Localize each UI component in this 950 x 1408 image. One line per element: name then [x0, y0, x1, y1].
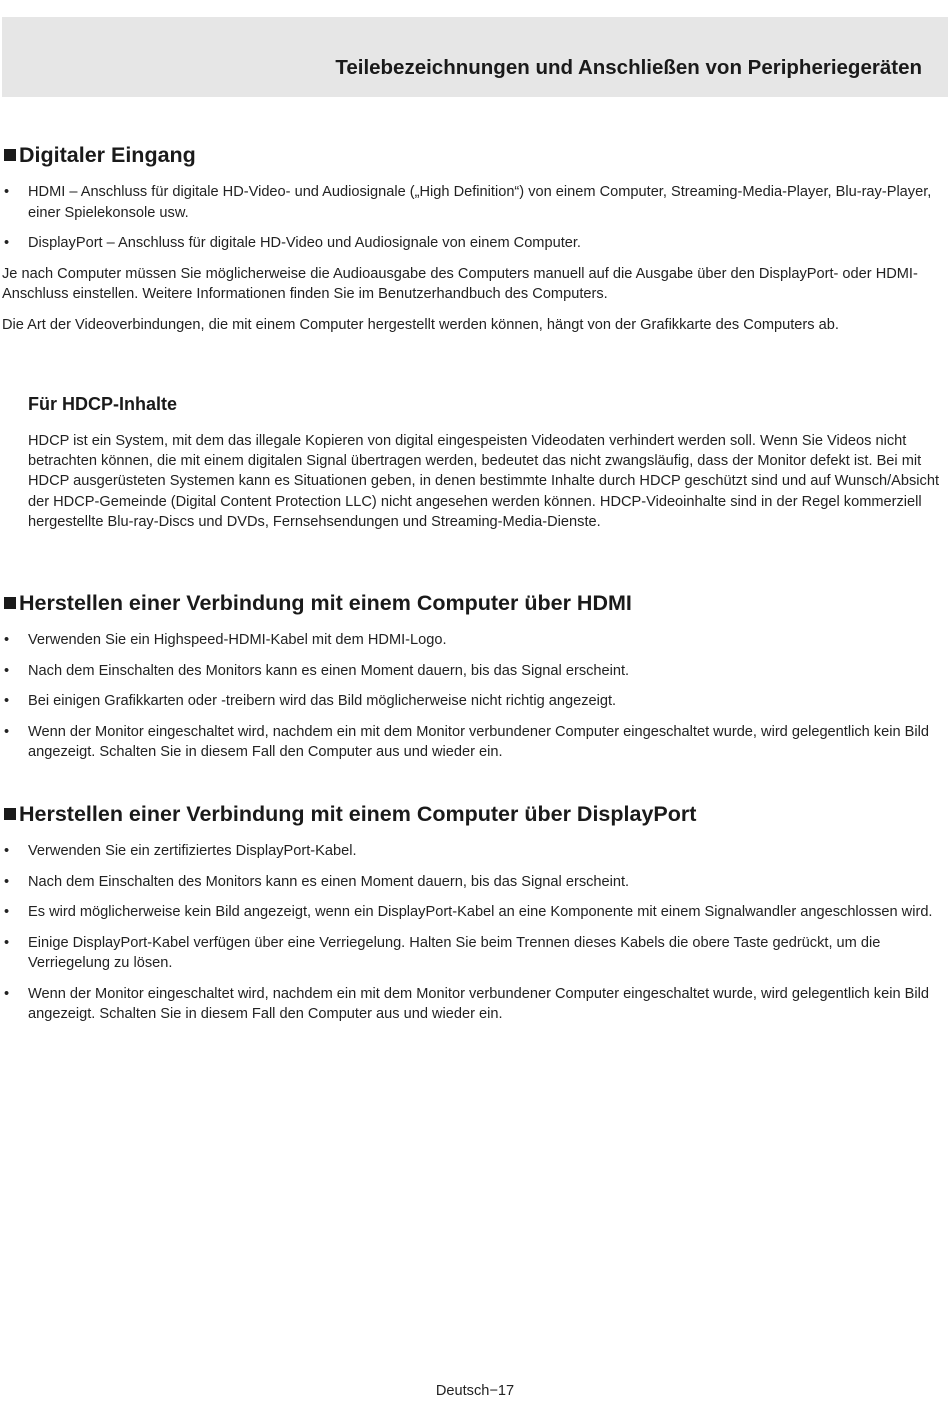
section-hdmi [0, 589, 950, 773]
list-item: • Wenn der Monitor eingeschaltet wird, nachdem ein mit dem Monitor verbundener Computer eingeschaltet wurde, wird gelegentlich kein Bild angezeigt. Schalten Sie in diesem Fall den Computer aus und wieder ein. [4, 723, 929, 760]
bullet-dot-icon: • [4, 662, 10, 679]
square-bullet-icon [4, 597, 16, 609]
subsection-heading-hdcp: Für HDCP-Inhalte [28, 394, 178, 414]
section-heading-digital [0, 141, 950, 169]
square-bullet-icon [4, 808, 16, 820]
section-hdcp [0, 392, 950, 532]
section-displayport [0, 800, 950, 1035]
list-item: • Wenn der Monitor eingeschaltet wird, nachdem ein mit dem Monitor verbundener Computer eingeschaltet wurde, wird gelegentlich kein Bild angezeigt. Schalten Sie in diesem Fall den Computer aus und wieder ein. [4, 985, 929, 1022]
section-heading-text: Herstellen einer Verbindung mit einem Computer über HDMI [19, 591, 632, 615]
list-item: • Verwenden Sie ein zertifiziertes DisplayPort-Kabel. [0, 841, 950, 862]
list-item: • Bei einigen Grafikkarten oder -treibern wird das Bild möglicherweise nicht richtig angezeigt. [0, 691, 950, 712]
bullet-dot-icon: • [4, 184, 10, 200]
section-heading-text: Digitaler Eingang [19, 143, 196, 167]
bullet-dot-icon: • [4, 235, 10, 251]
bullet-dot-icon: • [4, 723, 10, 740]
bullet-dot-icon: • [4, 985, 10, 1002]
list-item: • Einige DisplayPort-Kabel verfügen über eine Verriegelung. Halten Sie beim Trennen dieses Kabels die obere Taste gedrückt, um die Verriegelung zu lösen. [4, 934, 881, 971]
list-item: • DisplayPort – Anschluss für digitale HD-Video und Audiosignale von einem Computer. [0, 233, 950, 254]
bullet-dot-icon: • [4, 904, 10, 920]
section-digital-input [0, 141, 950, 345]
bullet-list [0, 182, 950, 254]
list-item: • Verwenden Sie ein Highspeed-HDMI-Kabel mit dem HDMI-Logo. [0, 630, 950, 651]
bullet-list [0, 630, 950, 763]
page-number: Deutsch−17 [435, 1383, 515, 1399]
section-heading-displayport [0, 800, 950, 828]
square-bullet-icon [4, 149, 16, 161]
page-title: Teilebezeichnungen und Anschließen von Peripheriegeräten [335, 56, 922, 79]
bullet-dot-icon: • [4, 693, 10, 709]
bullet-list [0, 841, 950, 1025]
paragraph: HDCP ist ein System, mit dem das illegale Kopieren von digital eingespeisten Videodaten verhindert werden soll. Wenn Sie Videos nicht betrachten können, die mit einem digitalen Signal übertragen werden, bedeutet das nicht zwangsläufig, dass der Monitor defekt ist. Bei mit HDCP ausgerüsteten Systemen kann es Situationen geben, in denen bestimmte Inhalte durch HDCP geschützt sind und auf Wunsch/Absicht der HDCP-Gemeinde (Digital Content Protection LLC) nicht angesehen werden können. HDCP-Videoinhalte sind in der Regel kommerziell hergestellte Blu-ray-Discs und DVDs, Fernsehsendungen und Streaming-Media-Dienste. [28, 433, 940, 530]
bullet-dot-icon: • [4, 934, 10, 951]
bullet-dot-icon: • [4, 873, 10, 890]
list-item: • Nach dem Einschalten des Monitors kann es einen Moment dauern, bis das Signal erscheint. [0, 661, 950, 682]
bullet-dot-icon: • [4, 632, 10, 648]
list-item: • HDMI – Anschluss für digitale HD-Video- und Audiosignale („High Definition“) von einem Computer, Streaming-Media-Player, Blu-ray-Player, einer Spielekonsole usw. [4, 184, 932, 221]
paragraph: Je nach Computer müssen Sie möglicherweise die Audioausgabe des Computers manuell auf die Ausgabe über den DisplayPort- oder HDMI-Anschluss einstellen. Weitere Informationen finden Sie im Benutzerhandbuch des Computers. [2, 265, 918, 302]
list-item: • Nach dem Einschalten des Monitors kann es einen Moment dauern, bis das Signal erscheint. [0, 872, 950, 893]
bullet-dot-icon: • [4, 843, 10, 859]
section-heading-hdmi [0, 589, 950, 617]
list-item: • Es wird möglicherweise kein Bild angezeigt, wenn ein DisplayPort-Kabel an eine Komponente mit einem Signalwandler angeschlossen wird. [0, 902, 950, 923]
paragraph: Die Art der Videoverbindungen, die mit einem Computer hergestellt werden können, hängt von der Grafikkarte des Computers ab. [2, 316, 839, 333]
section-heading-text: Herstellen einer Verbindung mit einem Computer über DisplayPort [19, 802, 697, 826]
